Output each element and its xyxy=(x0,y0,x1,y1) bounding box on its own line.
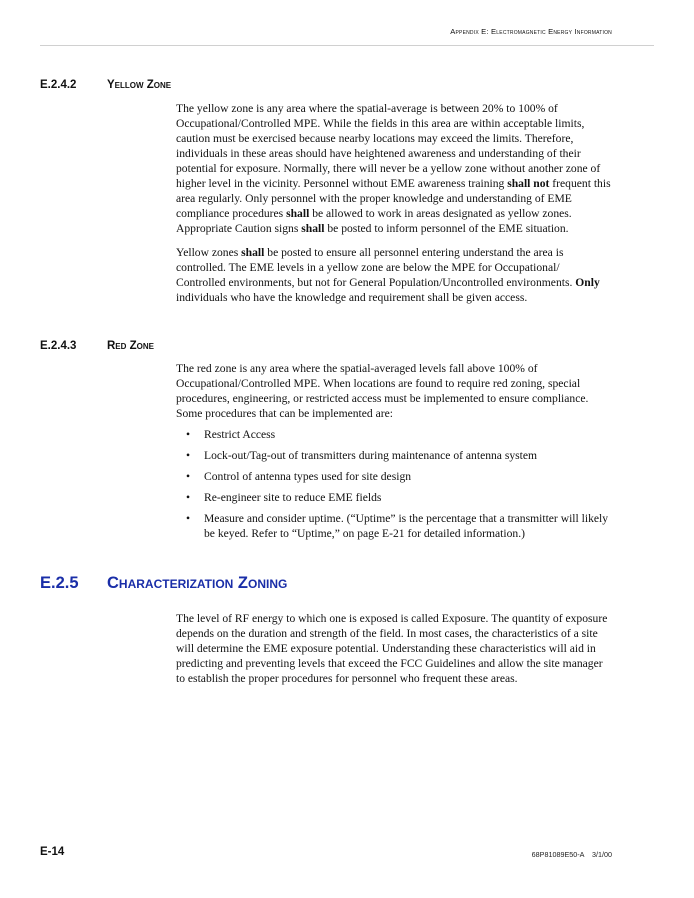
page-number: E-14 xyxy=(40,846,65,858)
text-run: Yellow zones xyxy=(176,246,242,259)
red-zone-heading xyxy=(40,340,154,352)
characterization-zoning-heading xyxy=(40,574,287,593)
characterization-number: E.2.5 xyxy=(40,574,79,592)
text-run: be posted to ensure all personnel entering understand the area is controlled. The EME levels in a yellow zone are below the MPE for Occupational/ Controlled environments, but not for General Population/Uncontrolled environments. xyxy=(176,246,576,289)
characterization-title: Characterization Zoning xyxy=(107,574,288,592)
red-zone-procedure-list xyxy=(176,427,612,541)
list-item xyxy=(176,427,612,442)
list-item-text: Restrict Access xyxy=(204,428,276,441)
emphasis-text: shall xyxy=(286,207,310,220)
emphasis-text: shall not xyxy=(507,177,550,190)
red-zone-title: Red Zone xyxy=(107,340,154,352)
text-run: be posted to inform personnel of the EME situation. xyxy=(324,222,569,235)
running-header-title: Appendix E: Electromagnetic Energy Information xyxy=(450,27,612,36)
list-item xyxy=(176,511,612,541)
bullet-icon: • xyxy=(186,512,191,525)
red-zone-intro: The red zone is any area where the spatial-averaged levels fall above 100% of Occupational/Controlled MPE. When locations are found to require red zoning, special procedures, engineering, or restricted access must be implemented to ensure compliance. Some procedures that can be implemented are: xyxy=(176,362,589,420)
list-item xyxy=(176,469,612,484)
document-id: 68P81089E50-A 3/1/00 xyxy=(531,850,612,859)
list-item-text: Measure and consider uptime. (“Uptime” is the percentage that a transmitter will likely be keyed. Refer to “Uptime,” on page E-21 for detailed information.) xyxy=(204,512,609,540)
running-header xyxy=(450,27,612,36)
yellow-zone-heading xyxy=(40,79,171,91)
bullet-icon: • xyxy=(186,449,191,462)
text-run: individuals who have the knowledge and requirement shall be given access. xyxy=(176,291,528,304)
yellow-zone-number: E.2.4.2 xyxy=(40,79,77,91)
header-rule xyxy=(40,45,654,46)
characterization-body xyxy=(176,611,612,695)
list-item-text: Lock-out/Tag-out of transmitters during maintenance of antenna system xyxy=(204,449,538,462)
yellow-zone-paragraph-2 xyxy=(176,245,612,305)
emphasis-text: shall xyxy=(301,222,325,235)
yellow-zone-body xyxy=(176,101,612,314)
text-run: frequent this area regularly. Only personnel with the proper knowledge and understanding of EME compliance procedures xyxy=(176,177,611,220)
text-run: The yellow zone is any area where the spatial-average is between 20% to 100% of Occupational/Controlled MPE. While the fields in this area are within acceptable limits, caution must be exercised because nearby locations may exceed the limits. Therefore, individuals in these areas should have heightened awareness and understanding of their potential for exposure. Normally, there will never be a yellow zone without another zone of higher level in the vicinity. Personnel without EME awareness training xyxy=(176,102,601,190)
red-zone-body xyxy=(176,361,612,547)
yellow-zone-paragraph-1 xyxy=(176,101,612,236)
list-item-text: Control of antenna types used for site design xyxy=(204,470,412,483)
bullet-icon: • xyxy=(186,428,191,441)
emphasis-text: Only xyxy=(575,276,600,289)
text-run: be allowed to work in areas designated as yellow zones. Appropriate Caution signs xyxy=(176,207,572,235)
bullet-icon: • xyxy=(186,491,191,504)
list-item xyxy=(176,490,612,505)
emphasis-text: shall xyxy=(241,246,265,259)
list-item-text: Re-engineer site to reduce EME fields xyxy=(204,491,382,504)
red-zone-number: E.2.4.3 xyxy=(40,340,77,352)
yellow-zone-title: Yellow Zone xyxy=(107,79,172,91)
characterization-paragraph: The level of RF energy to which one is exposed is called Exposure. The quantity of exposure depends on the duration and strength of the field. In most cases, the characteristics of a site will determine the EME exposure potential. Understanding these characteristics will aid in predicting and preventing levels that exceed the FCC Guidelines and allow the site manager to establish the proper procedures for personnel who frequent these areas. xyxy=(176,612,608,685)
bullet-icon: • xyxy=(186,470,191,483)
list-item xyxy=(176,448,612,463)
